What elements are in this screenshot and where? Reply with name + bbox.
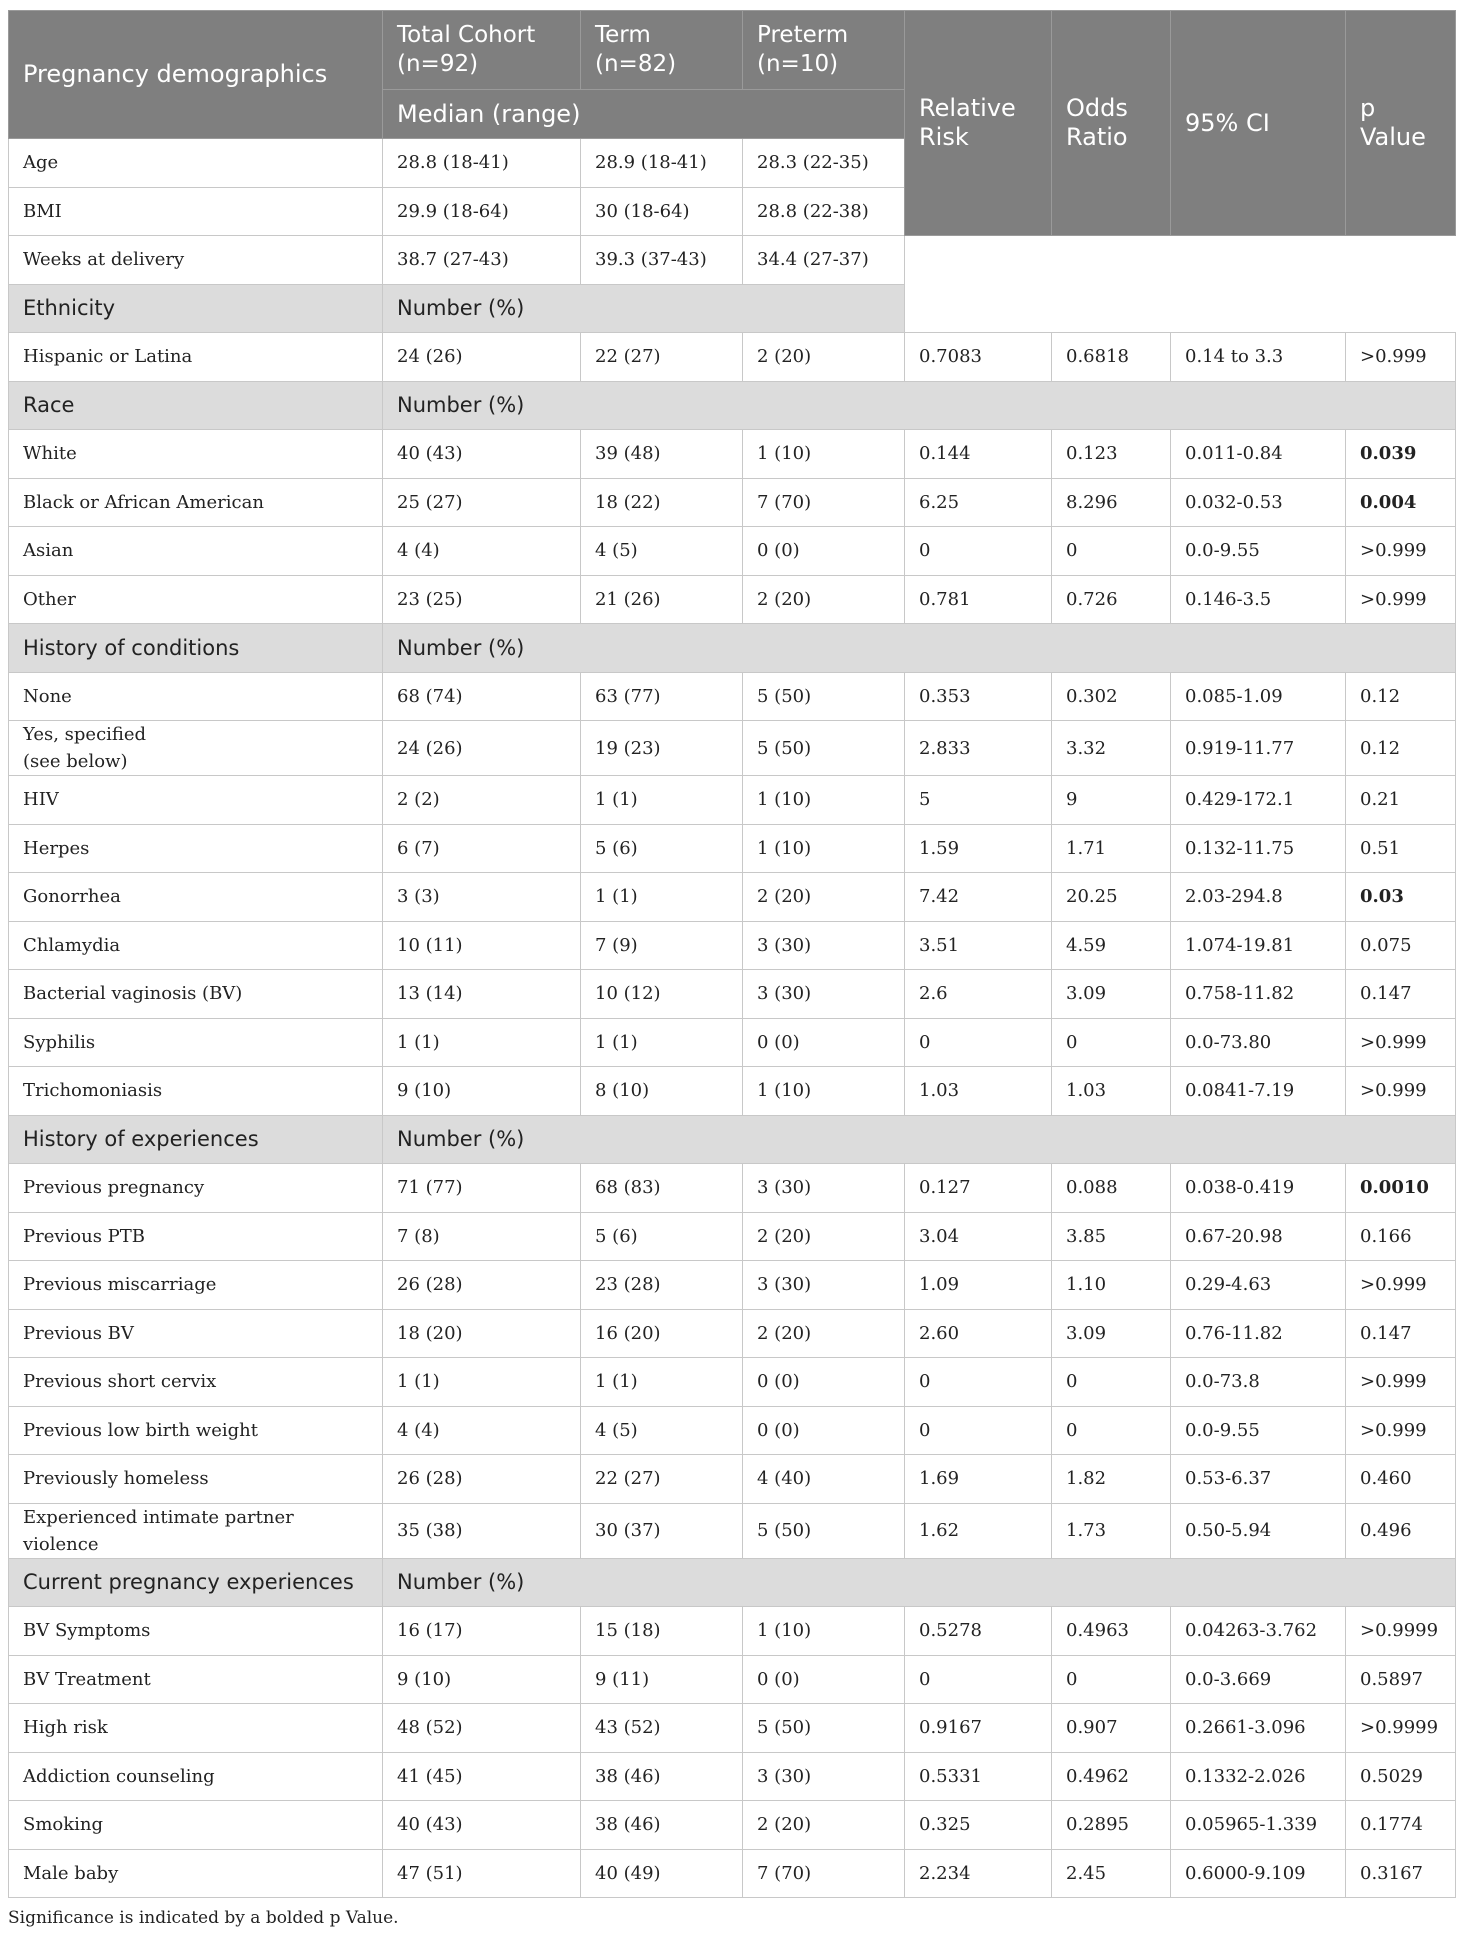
cell-total: 40 (43) [383,1801,581,1850]
row-label: Smoking [9,1801,383,1850]
row-label: Black or African American [9,478,383,527]
row-label: Male baby [9,1849,383,1898]
cell-ci: 0.758-11.82 [1171,970,1346,1019]
cell-total: 1 (1) [383,1358,581,1407]
cell-or: 0.088 [1052,1164,1171,1213]
cell-term: 1 (1) [581,1358,743,1407]
row-label: Other [9,575,383,624]
cell-term: 22 (27) [581,333,743,382]
cell-rr: 0.353 [905,672,1052,721]
table-wrapper [8,10,1455,1928]
cell-preterm: 3 (30) [743,1261,905,1310]
row-label: Bacterial vaginosis (BV) [9,970,383,1019]
cell-total: 68 (74) [383,672,581,721]
cell-preterm: 2 (20) [743,333,905,382]
cell-or: 0.6818 [1052,333,1171,382]
cell-preterm: 0 (0) [743,1406,905,1455]
cell-rr: 0.144 [905,430,1052,479]
header-preterm: Preterm (n=10) [743,11,905,90]
cell-term: 21 (26) [581,575,743,624]
cell-ci: 0.2661-3.096 [1171,1704,1346,1753]
header-total-cohort: Total Cohort (n=92) [383,11,581,90]
cell-ci: 0.1332-2.026 [1171,1752,1346,1801]
cell-total: 3 (3) [383,873,581,922]
cell-term: 38 (46) [581,1752,743,1801]
cell-or: 0.302 [1052,672,1171,721]
cell-term: 18 (22) [581,478,743,527]
cell-rr: 0.5331 [905,1752,1052,1801]
p-value-cell: 0.51 [1346,824,1456,873]
cell-preterm: 5 (50) [743,721,905,776]
table-header [9,11,1456,236]
cell-total: 10 (11) [383,921,581,970]
cell-ci: 0.0-9.55 [1171,527,1346,576]
cell-preterm: 5 (50) [743,1503,905,1558]
cell-or: 3.09 [1052,1309,1171,1358]
table-row [9,824,1456,873]
p-value-cell: >0.999 [1346,1358,1456,1407]
p-value-cell: 0.3167 [1346,1849,1456,1898]
p-value-cell: 0.075 [1346,921,1456,970]
p-value-cell: 0.12 [1346,721,1456,776]
header-p-value: p Value [1346,11,1456,236]
cell-rr: 2.833 [905,721,1052,776]
cell-or: 3.85 [1052,1212,1171,1261]
cell-rr: 3.51 [905,921,1052,970]
cell-ci: 0.29-4.63 [1171,1261,1346,1310]
cell-or: 0 [1052,527,1171,576]
row-label: Gonorrhea [9,873,383,922]
cell-preterm: 0 (0) [743,1655,905,1704]
cell-term: 1 (1) [581,873,743,922]
cell-preterm: 2 (20) [743,575,905,624]
cell-rr: 6.25 [905,478,1052,527]
cell-ci: 0.14 to 3.3 [1171,333,1346,382]
cell-rr: 0 [905,527,1052,576]
p-value-cell: >0.9999 [1346,1607,1456,1656]
table-row [9,1455,1456,1504]
cell-preterm: 5 (50) [743,1704,905,1753]
cell-total: 38.7 (27-43) [383,236,581,285]
cell-term: 39 (48) [581,430,743,479]
p-value-cell: 0.0010 [1346,1164,1456,1213]
cell-rr: 1.59 [905,824,1052,873]
p-value-cell: >0.9999 [1346,1704,1456,1753]
cell-or: 1.82 [1052,1455,1171,1504]
section-unit: Number (%) [383,381,1456,430]
header-median-range: Median (range) [383,90,905,139]
p-value-cell: >0.999 [1346,1067,1456,1116]
p-value-cell: >0.999 [1346,575,1456,624]
table-row [9,1607,1456,1656]
cell-total: 4 (4) [383,527,581,576]
cell-term: 43 (52) [581,1704,743,1753]
cell-ci: 1.074-19.81 [1171,921,1346,970]
cell-term: 5 (6) [581,1212,743,1261]
cell-or: 1.73 [1052,1503,1171,1558]
table-row [9,1752,1456,1801]
cell-term: 23 (28) [581,1261,743,1310]
row-label: Experienced intimate partner violence [9,1503,383,1558]
cell-preterm: 1 (10) [743,1607,905,1656]
cell-term: 38 (46) [581,1801,743,1850]
row-label: Previous PTB [9,1212,383,1261]
cell-ci: 0.919-11.77 [1171,721,1346,776]
cell-ci: 0.53-6.37 [1171,1455,1346,1504]
cell-rr: 0 [905,1018,1052,1067]
row-label: Age [9,139,383,188]
cell-ci: 2.03-294.8 [1171,873,1346,922]
cell-total: 26 (28) [383,1455,581,1504]
section-title: History of conditions [9,624,383,673]
p-value-cell: 0.004 [1346,478,1456,527]
cell-total: 9 (10) [383,1655,581,1704]
row-label: Syphilis [9,1018,383,1067]
cell-or: 2.45 [1052,1849,1171,1898]
cell-preterm: 4 (40) [743,1455,905,1504]
cell-total: 29.9 (18-64) [383,187,581,236]
cell-or: 0.4962 [1052,1752,1171,1801]
row-label: Asian [9,527,383,576]
cell-preterm: 2 (20) [743,1309,905,1358]
cell-total: 2 (2) [383,776,581,825]
header-95-ci: 95% CI [1171,11,1346,236]
cell-or: 0.123 [1052,430,1171,479]
section-unit: Number (%) [383,1115,1456,1164]
cell-total: 41 (45) [383,1752,581,1801]
cell-or: 3.32 [1052,721,1171,776]
row-label: BV Treatment [9,1655,383,1704]
p-value-cell: 0.166 [1346,1212,1456,1261]
table-row [9,1309,1456,1358]
cell-rr: 2.60 [905,1309,1052,1358]
cell-rr: 0 [905,1406,1052,1455]
cell-preterm: 1 (10) [743,1067,905,1116]
header-relative-risk: Relative Risk [905,11,1052,236]
row-label: White [9,430,383,479]
section-header [9,284,1456,333]
cell-term: 9 (11) [581,1655,743,1704]
cell-total: 48 (52) [383,1704,581,1753]
cell-term: 4 (5) [581,527,743,576]
cell-term: 5 (6) [581,824,743,873]
cell-ci: 0.011-0.84 [1171,430,1346,479]
cell-preterm: 7 (70) [743,478,905,527]
cell-preterm: 28.8 (22-38) [743,187,905,236]
section-header [9,1115,1456,1164]
cell-term: 4 (5) [581,1406,743,1455]
row-label: None [9,672,383,721]
cell-rr: 0.127 [905,1164,1052,1213]
section-header [9,381,1456,430]
cell-preterm: 1 (10) [743,824,905,873]
cell-term: 7 (9) [581,921,743,970]
section-title: Current pregnancy experiences [9,1558,383,1607]
cell-ci: 0.038-0.419 [1171,1164,1346,1213]
cell-total: 24 (26) [383,333,581,382]
cell-or: 0.726 [1052,575,1171,624]
header-odds-ratio: Odds Ratio [1052,11,1171,236]
p-value-cell: 0.147 [1346,1309,1456,1358]
cell-total: 9 (10) [383,1067,581,1116]
cell-rr: 1.03 [905,1067,1052,1116]
cell-preterm: 2 (20) [743,1801,905,1850]
table-row [9,1067,1456,1116]
cell-rr: 5 [905,776,1052,825]
cell-total: 26 (28) [383,1261,581,1310]
p-value-cell: 0.03 [1346,873,1456,922]
table-row [9,1261,1456,1310]
row-label: Hispanic or Latina [9,333,383,382]
cell-or: 4.59 [1052,921,1171,970]
cell-term: 1 (1) [581,1018,743,1067]
cell-term: 68 (83) [581,1164,743,1213]
cell-preterm: 1 (10) [743,430,905,479]
cell-ci: 0.50-5.94 [1171,1503,1346,1558]
cell-total: 13 (14) [383,970,581,1019]
cell-term: 28.9 (18-41) [581,139,743,188]
section-title: Ethnicity [9,284,383,333]
table-row [9,873,1456,922]
cell-or: 20.25 [1052,873,1171,922]
table-row [9,1801,1456,1850]
table-row [9,333,1456,382]
cell-ci: 0.0-9.55 [1171,1406,1346,1455]
table-row [9,1849,1456,1898]
p-value-cell: 0.496 [1346,1503,1456,1558]
cell-or: 0.4963 [1052,1607,1171,1656]
cell-preterm: 3 (30) [743,1752,905,1801]
cell-total: 4 (4) [383,1406,581,1455]
header-demographics: Pregnancy demographics [9,11,383,139]
cell-rr: 1.69 [905,1455,1052,1504]
cell-total: 6 (7) [383,824,581,873]
cell-term: 22 (27) [581,1455,743,1504]
row-label: HIV [9,776,383,825]
table-row [9,1358,1456,1407]
cell-ci: 0.05965-1.339 [1171,1801,1346,1850]
table-row [9,721,1456,776]
cell-total: 71 (77) [383,1164,581,1213]
cell-term: 15 (18) [581,1607,743,1656]
table-row [9,1503,1456,1558]
footnote: Significance is indicated by a bolded p Value. [8,1908,399,1928]
cell-term: 16 (20) [581,1309,743,1358]
cell-or: 1.10 [1052,1261,1171,1310]
cell-or: 0.907 [1052,1704,1171,1753]
cell-preterm: 5 (50) [743,672,905,721]
cell-total: 16 (17) [383,1607,581,1656]
cell-total: 28.8 (18-41) [383,139,581,188]
table-row [9,236,1456,285]
cell-term: 30 (18-64) [581,187,743,236]
p-value-cell: 0.147 [1346,970,1456,1019]
cell-or: 0.2895 [1052,1801,1171,1850]
cell-ci: 0.146-3.5 [1171,575,1346,624]
demographics-table [8,10,1456,1898]
cell-total: 25 (27) [383,478,581,527]
row-label: Previous pregnancy [9,1164,383,1213]
section-title: History of experiences [9,1115,383,1164]
p-value-cell: >0.999 [1346,333,1456,382]
table-row [9,1212,1456,1261]
cell-total: 40 (43) [383,430,581,479]
section-header [9,624,1456,673]
cell-rr: 0.781 [905,575,1052,624]
cell-preterm: 2 (20) [743,873,905,922]
cell-preterm: 3 (30) [743,921,905,970]
cell-preterm: 2 (20) [743,1212,905,1261]
table-row [9,970,1456,1019]
cell-preterm: 0 (0) [743,1018,905,1067]
cell-preterm: 0 (0) [743,1358,905,1407]
cell-rr: 0.7083 [905,333,1052,382]
cell-rr: 0.5278 [905,1607,1052,1656]
row-label: Addiction counseling [9,1752,383,1801]
cell-preterm: 34.4 (27-37) [743,236,905,285]
cell-preterm: 0 (0) [743,527,905,576]
cell-ci: 0.0-73.8 [1171,1358,1346,1407]
cell-term: 63 (77) [581,672,743,721]
p-value-cell: >0.999 [1346,1406,1456,1455]
cell-ci: 0.0841-7.19 [1171,1067,1346,1116]
table-row [9,527,1456,576]
row-label: BMI [9,187,383,236]
cell-rr: 0.9167 [905,1704,1052,1753]
cell-term: 10 (12) [581,970,743,1019]
cell-total: 7 (8) [383,1212,581,1261]
cell-or: 0 [1052,1358,1171,1407]
cell-term: 39.3 (37-43) [581,236,743,285]
cell-term: 19 (23) [581,721,743,776]
cell-term: 30 (37) [581,1503,743,1558]
cell-term: 40 (49) [581,1849,743,1898]
row-label: Previous miscarriage [9,1261,383,1310]
cell-ci: 0.429-172.1 [1171,776,1346,825]
cell-or: 0 [1052,1406,1171,1455]
table-row [9,1406,1456,1455]
cell-term: 1 (1) [581,776,743,825]
p-value-cell: 0.1774 [1346,1801,1456,1850]
row-label: High risk [9,1704,383,1753]
cell-total: 18 (20) [383,1309,581,1358]
cell-rr: 3.04 [905,1212,1052,1261]
row-label: Previous BV [9,1309,383,1358]
cell-ci: 0.67-20.98 [1171,1212,1346,1261]
cell-total: 47 (51) [383,1849,581,1898]
cell-rr: 0 [905,1358,1052,1407]
section-unit: Number (%) [383,624,1456,673]
p-value-cell: >0.999 [1346,527,1456,576]
cell-ci: 0.085-1.09 [1171,672,1346,721]
cell-preterm: 3 (30) [743,1164,905,1213]
cell-total: 23 (25) [383,575,581,624]
cell-ci: 0.6000-9.109 [1171,1849,1346,1898]
table-row [9,776,1456,825]
cell-rr: 0 [905,1655,1052,1704]
section-unit: Number (%) [383,1558,1456,1607]
section-title: Race [9,381,383,430]
table-row [9,478,1456,527]
p-value-cell: 0.5897 [1346,1655,1456,1704]
cell-total: 24 (26) [383,721,581,776]
row-label: Weeks at delivery [9,236,383,285]
table-row [9,1655,1456,1704]
cell-or: 1.71 [1052,824,1171,873]
p-value-cell: >0.999 [1346,1261,1456,1310]
cell-rr: 1.09 [905,1261,1052,1310]
table-body [9,236,1456,1898]
cell-or: 1.03 [1052,1067,1171,1116]
cell-or: 3.09 [1052,970,1171,1019]
table-row [9,1704,1456,1753]
p-value-cell: 0.21 [1346,776,1456,825]
cell-ci: 0.0-3.669 [1171,1655,1346,1704]
cell-or: 8.296 [1052,478,1171,527]
cell-preterm: 3 (30) [743,970,905,1019]
cell-preterm: 7 (70) [743,1849,905,1898]
row-label: Previous low birth weight [9,1406,383,1455]
cell-rr: 1.62 [905,1503,1052,1558]
cell-rr: 0.325 [905,1801,1052,1850]
row-label: Previous short cervix [9,1358,383,1407]
row-label: Yes, specified (see below) [9,721,383,776]
cell-preterm: 28.3 (22-35) [743,139,905,188]
cell-term: 8 (10) [581,1067,743,1116]
table-row [9,1018,1456,1067]
row-label: Trichomoniasis [9,1067,383,1116]
row-label: Previously homeless [9,1455,383,1504]
table-row [9,921,1456,970]
cell-ci: 0.032-0.53 [1171,478,1346,527]
cell-rr: 2.6 [905,970,1052,1019]
section-unit: Number (%) [383,284,905,333]
header-term: Term (n=82) [581,11,743,90]
row-label: Herpes [9,824,383,873]
section-header [9,1558,1456,1607]
cell-or: 0 [1052,1018,1171,1067]
cell-rr: 7.42 [905,873,1052,922]
row-label: BV Symptoms [9,1607,383,1656]
cell-ci: 0.04263-3.762 [1171,1607,1346,1656]
table-row [9,1164,1456,1213]
row-label: Chlamydia [9,921,383,970]
p-value-cell: 0.12 [1346,672,1456,721]
cell-or: 0 [1052,1655,1171,1704]
cell-preterm: 1 (10) [743,776,905,825]
p-value-cell: >0.999 [1346,1018,1456,1067]
table-row [9,575,1456,624]
cell-ci: 0.76-11.82 [1171,1309,1346,1358]
p-value-cell: 0.460 [1346,1455,1456,1504]
cell-total: 35 (38) [383,1503,581,1558]
table-row [9,430,1456,479]
cell-rr: 2.234 [905,1849,1052,1898]
table-row [9,672,1456,721]
cell-total: 1 (1) [383,1018,581,1067]
p-value-cell: 0.5029 [1346,1752,1456,1801]
p-value-cell: 0.039 [1346,430,1456,479]
cell-ci: 0.0-73.80 [1171,1018,1346,1067]
cell-or: 9 [1052,776,1171,825]
cell-ci: 0.132-11.75 [1171,824,1346,873]
